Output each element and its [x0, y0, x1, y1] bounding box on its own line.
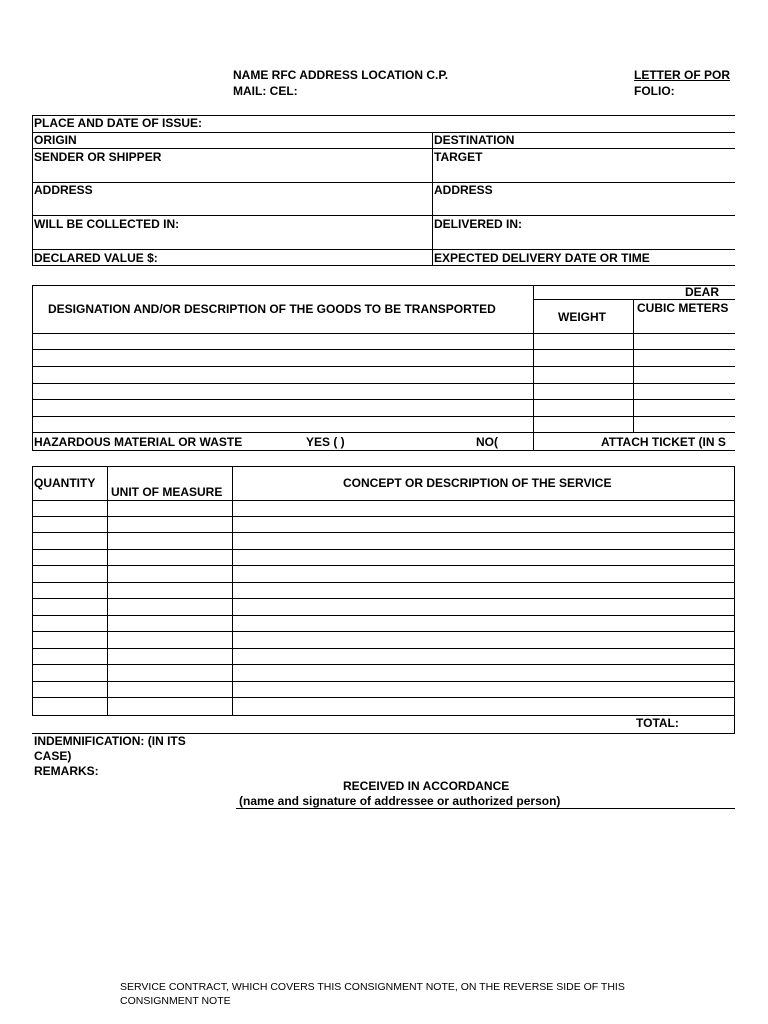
declared-value-field[interactable]: DECLARED VALUE $: — [34, 251, 158, 265]
service-concept-header: CONCEPT OR DESCRIPTION OF THE SERVICE — [343, 476, 612, 490]
folio-label: FOLIO: — [634, 84, 675, 98]
indemnification-label: INDEMNIFICATION: (IN ITS — [34, 734, 186, 748]
remarks-label: REMARKS: — [34, 764, 99, 778]
total-label: TOTAL: — [636, 716, 679, 730]
expected-delivery-field[interactable]: EXPECTED DELIVERY DATE OR TIME — [434, 251, 650, 265]
target-field[interactable]: TARGET — [434, 150, 483, 164]
goods-description-header: DESIGNATION AND/OR DESCRIPTION OF THE GOODS TO BE TRANSPORTED — [48, 302, 496, 316]
issuer-name-line: NAME RFC ADDRESS LOCATION C.P. — [233, 68, 449, 82]
destination-field[interactable]: DESTINATION — [434, 133, 515, 147]
collected-in-field[interactable]: WILL BE COLLECTED IN: — [34, 217, 180, 231]
signature-line — [236, 808, 735, 809]
weight-header: WEIGHT — [558, 310, 606, 324]
indemnification-label-cont: CASE) — [34, 749, 72, 763]
delivered-in-field[interactable]: DELIVERED IN: — [434, 217, 523, 231]
quantity-header: QUANTITY — [34, 476, 96, 490]
hazardous-yes-option[interactable]: YES ( ) — [306, 435, 345, 449]
hazardous-label: HAZARDOUS MATERIAL OR WASTE — [34, 435, 243, 449]
origin-field[interactable]: ORIGIN — [34, 133, 77, 147]
target-address-field[interactable]: ADDRESS — [434, 183, 493, 197]
document-title: LETTER OF POR — [634, 68, 730, 82]
attach-ticket-label: ATTACH TICKET (IN S — [601, 435, 726, 449]
unit-of-measure-header: UNIT OF MEASURE — [111, 485, 223, 499]
dear-header: DEAR — [685, 285, 720, 299]
issuer-contact-line: MAIL: CEL: — [233, 84, 298, 98]
place-date-field[interactable]: PLACE AND DATE OF ISSUE: — [34, 116, 203, 130]
cubic-meters-header: CUBIC METERS — [637, 301, 729, 315]
footer-contract-line2: CONSIGNMENT NOTE — [120, 995, 231, 1007]
sender-address-field[interactable]: ADDRESS — [34, 183, 93, 197]
received-accordance-label: RECEIVED IN ACCORDANCE — [343, 779, 510, 793]
sender-field[interactable]: SENDER OR SHIPPER — [34, 150, 162, 164]
signature-caption: (name and signature of addressee or authorized person) — [239, 794, 561, 808]
hazardous-no-option[interactable]: NO( — [476, 435, 498, 449]
footer-contract-line1: SERVICE CONTRACT, WHICH COVERS THIS CONSIGNMENT NOTE, ON THE REVERSE SIDE OF THIS — [120, 981, 625, 993]
